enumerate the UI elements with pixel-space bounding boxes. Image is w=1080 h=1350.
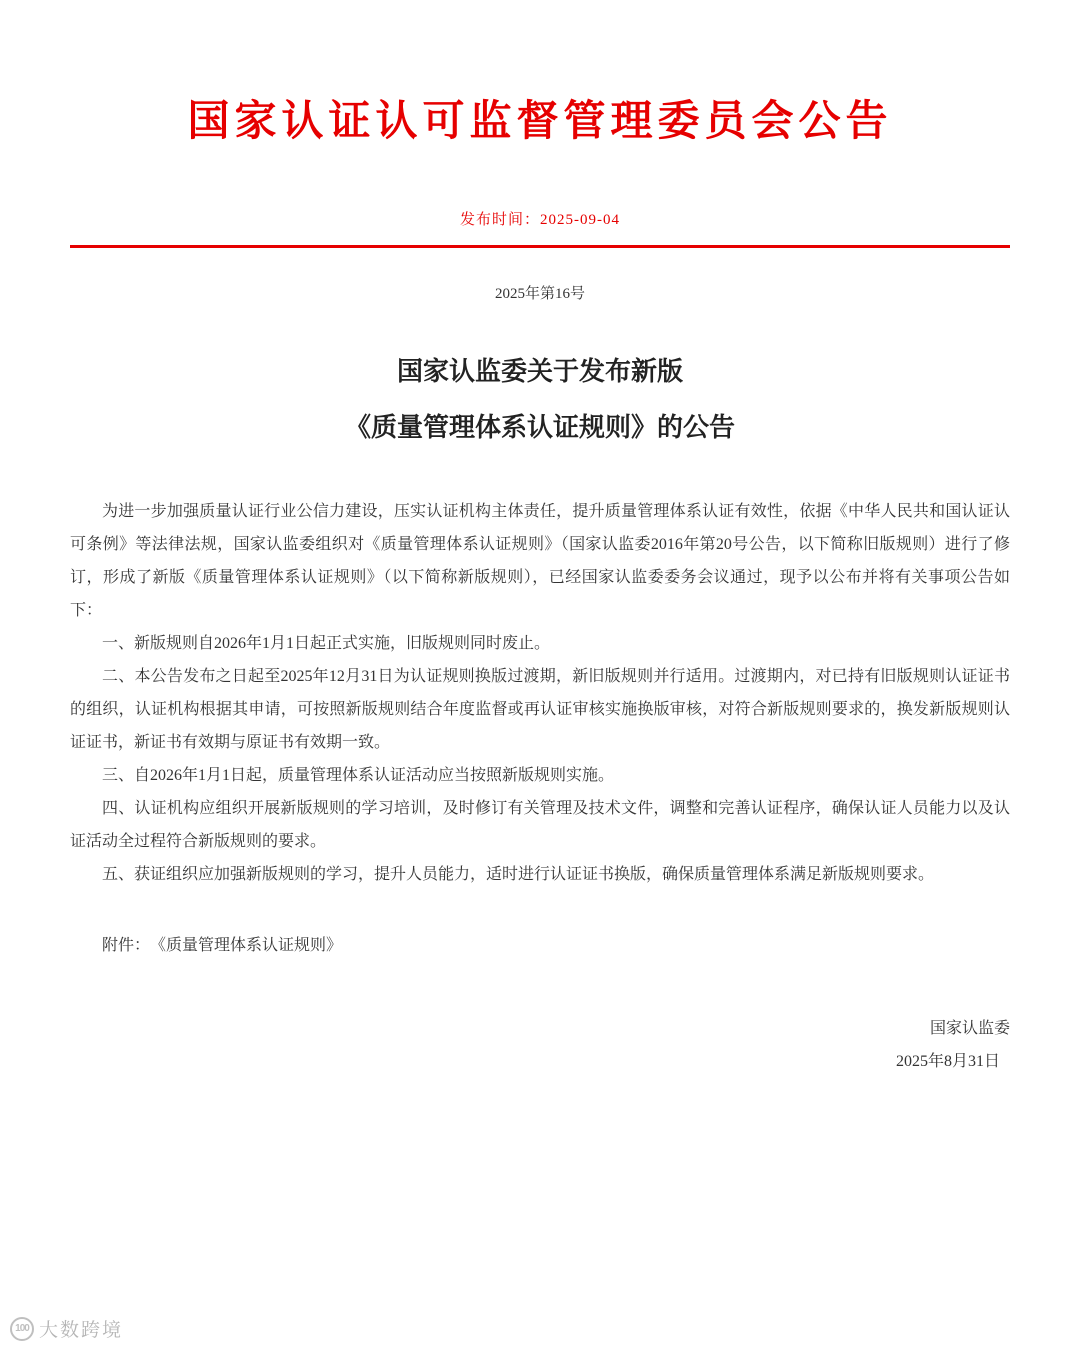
watermark-text: 大数跨境 [39,1320,124,1341]
paragraph-item-4: 四、认证机构应组织开展新版规则的学习培训，及时修订有关管理及技术文件，调整和完善认证程序，确保认证人员能力以及认证活动全过程符合新版规则的要求。 [70,800,1010,850]
doc-subtitle [70,343,1010,455]
paragraph-item-2: 二、本公告发布之日起至2025年12月31日为认证规则换版过渡期，新旧版规则并行适用。过渡期内，对已持有旧版规则认证证书的组织，认证机构根据其申请，可按照新版规则结合年度监督或再认证审核实施换版审核，对符合新版规则要求的，换发新版规则认证证书，新证书有效期与原证书有效期一致。 [70,668,1010,751]
watermark [10,1315,123,1342]
paragraph-item-5: 五、获证组织应加强新版规则的学习，提升人员能力，适时进行认证证书换版，确保质量管理体系满足新版规则要求。 [102,866,935,883]
doc-main [70,282,1010,1078]
signature-org: 国家认监委 [929,1020,1010,1037]
signature-block [70,1012,1010,1078]
header-divider [70,245,1010,248]
paragraph-item-1: 一、新版规则自2026年1月1日起正式实施，旧版规则同时废止。 [102,635,551,652]
doc-header [70,88,1010,248]
doc-subtitle-line1: 国家认监委关于发布新版 [396,356,683,386]
doc-number: 2025年第16号 [494,286,585,302]
doc-content [70,495,1010,1078]
signature-date: 2025年8月31日 [895,1053,1000,1070]
page-title: 国家认证认可监督管理委员会公告 [187,97,893,144]
attachment-line: 附件： 《质量管理体系认证规则》 [102,937,343,954]
doc-subtitle-line2: 《质量管理体系认证规则》的公告 [344,412,735,442]
paragraph-item-3: 三、自2026年1月1日起，质量管理体系认证活动应当按照新版规则实施。 [102,767,615,784]
publish-date: 发布时间：2025-09-04 [460,212,620,228]
paragraph-intro: 为进一步加强质量认证行业公信力建设，压实认证机构主体责任，提升质量管理体系认证有效性，依据《中华人民共和国认证认可条例》等法律法规，国家认监委组织对《质量管理体系认证规则》（国家认监委2016年第20号公告，以下简称旧版规则）进行了修订，形成了新版《质量管理体系认证规则》（以下简称新版规则），已经国家认监委委务会议通过，现予以公布并将有关事项公告如下： [70,503,1010,619]
watermark-logo-icon: 100 [10,1317,34,1341]
